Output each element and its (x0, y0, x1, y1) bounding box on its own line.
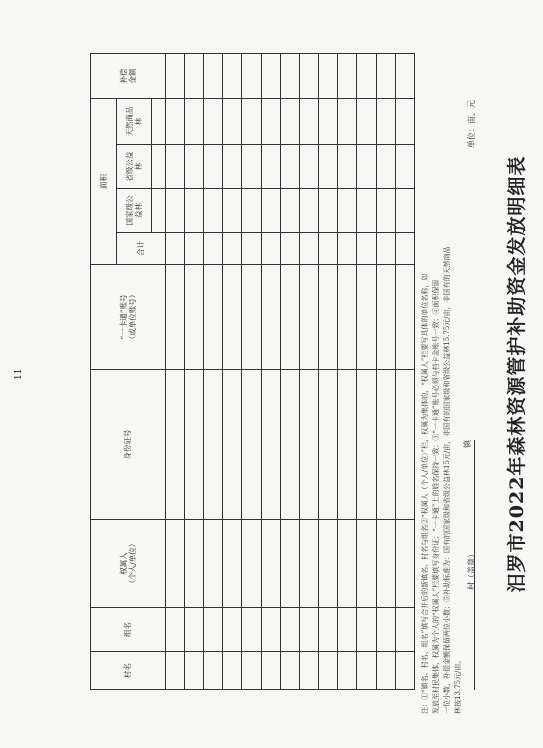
table-cell (165, 520, 184, 608)
table-cell (280, 520, 299, 608)
table-cell (261, 189, 280, 233)
table-cell (376, 652, 395, 690)
table-cell (280, 145, 299, 189)
table-cell (204, 99, 223, 145)
table-cell (223, 145, 242, 189)
table-cell (204, 608, 223, 652)
table-cell (376, 265, 395, 370)
table-cell (184, 265, 203, 370)
table-cell (242, 233, 261, 265)
table-cell (280, 608, 299, 652)
table-cell (357, 233, 376, 265)
table-cell (299, 189, 318, 233)
header-natural-line1: 天然商品 (124, 106, 134, 137)
table-cell (280, 265, 299, 370)
table-cell (395, 99, 414, 145)
table-cell (223, 233, 242, 265)
table-cell (242, 54, 261, 99)
table-cell (204, 233, 223, 265)
table-cell (357, 99, 376, 145)
table-cell (184, 99, 203, 145)
table-cell (319, 233, 338, 265)
table-cell (299, 608, 318, 652)
table-cell (376, 233, 395, 265)
table-cell (395, 233, 414, 265)
table-cell (184, 608, 203, 652)
table-row (242, 54, 261, 690)
table-cell (376, 520, 395, 608)
table-row (338, 54, 357, 690)
table-cell (299, 520, 318, 608)
header-national-line2: 益林 (133, 203, 143, 218)
table-row (223, 54, 242, 690)
table-cell (165, 370, 184, 520)
table-cell (395, 54, 414, 99)
table-row (319, 54, 338, 690)
table-cell (165, 608, 184, 652)
table-cell (395, 608, 414, 652)
header-subsidy-line1: 补偿 (118, 68, 128, 84)
table-cell (319, 145, 338, 189)
table-cell (376, 145, 395, 189)
table-cell (242, 652, 261, 690)
table-cell (184, 189, 203, 233)
table-cell (319, 370, 338, 520)
village-stamp-label: 村（盖章） (467, 550, 476, 590)
table-cell (165, 189, 184, 233)
table-row (299, 54, 318, 690)
table-cell (299, 54, 318, 99)
table-cell (357, 54, 376, 99)
header-national-line1: 国家级公 (124, 195, 134, 226)
header-subsidy (91, 54, 166, 99)
table-row (280, 54, 299, 690)
header-natural-forest (117, 99, 151, 145)
header-owner-line1: 权属人 (118, 552, 128, 575)
table-cell (299, 145, 318, 189)
table-cell (338, 265, 357, 370)
table-cell (338, 54, 357, 99)
header-account-line2: （或单位账号） (127, 290, 137, 344)
table-cell (357, 652, 376, 690)
table-cell (319, 520, 338, 608)
table-cell (357, 608, 376, 652)
table-cell (395, 189, 414, 233)
table-row (395, 54, 414, 690)
table-cell (357, 370, 376, 520)
table-cell (165, 99, 184, 145)
header-owner (91, 520, 166, 608)
table-cell (299, 370, 318, 520)
table-row (204, 54, 223, 690)
table-cell (204, 145, 223, 189)
notes (420, 34, 463, 714)
table-cell (184, 233, 203, 265)
table-cell (223, 652, 242, 690)
note-line: 注：①“镇名、村名、组名”填写合并后的新镇名、村名与组名②“权属人（个人/单位）”栏，权属为集体的，“权属人”栏要写具体的单位名称，如 (421, 273, 429, 714)
header-account (91, 265, 166, 370)
table-cell (242, 520, 261, 608)
table-cell (204, 652, 223, 690)
table-cell (376, 608, 395, 652)
table-cell (261, 608, 280, 652)
header-area: 面积 (91, 99, 117, 265)
table-cell (223, 54, 242, 99)
table-cell (204, 189, 223, 233)
table-cell (376, 54, 395, 99)
table-cell (165, 652, 184, 690)
table-cell (223, 520, 242, 608)
table-cell (242, 370, 261, 520)
header-account-line1: “一卡通”账号 (118, 294, 128, 340)
table-cell (357, 189, 376, 233)
table-cell (261, 233, 280, 265)
table-cell (223, 265, 242, 370)
table-cell (338, 99, 357, 145)
subheader-blank (151, 145, 165, 189)
table-cell (204, 54, 223, 99)
note-line: 林按13.75元/亩。 (453, 656, 462, 714)
table-cell (165, 54, 184, 99)
table-row (165, 54, 184, 690)
table-cell (376, 370, 395, 520)
table-cell (338, 145, 357, 189)
table-cell (242, 265, 261, 370)
header-group: 组名 (91, 608, 166, 652)
table-cell (242, 99, 261, 145)
table-cell (280, 189, 299, 233)
table-row (376, 54, 395, 690)
table-cell (280, 54, 299, 99)
subheader-blank (151, 189, 165, 233)
table-cell (319, 265, 338, 370)
note-line: 发放至村民集体，权属为个人的“权属人”栏要填写身份证；“一卡通”上的姓名保持一致；③“一卡通”账号必须与档卡金账号一致；④面积保留 (431, 279, 440, 714)
table-cell (395, 145, 414, 189)
table-cell (261, 54, 280, 99)
table-cell (319, 54, 338, 99)
page-number: 11 (14, 368, 24, 380)
table-cell (242, 189, 261, 233)
table-cell (357, 265, 376, 370)
table-cell (223, 99, 242, 145)
table-cell (242, 145, 261, 189)
table-cell (223, 608, 242, 652)
header-provincial-line1: 省级公益 (124, 151, 134, 182)
table-cell (338, 370, 357, 520)
table-cell (395, 652, 414, 690)
table-cell (338, 652, 357, 690)
header-id-number: 身份证号 (91, 370, 166, 520)
table-cell (184, 652, 203, 690)
table-cell (376, 189, 395, 233)
table-cell (184, 520, 203, 608)
table-cell (204, 520, 223, 608)
table-cell (299, 233, 318, 265)
table-cell (357, 145, 376, 189)
table-row (357, 54, 376, 690)
table-cell (165, 145, 184, 189)
table-cell (184, 370, 203, 520)
unit-label: 单位：亩、元 (467, 100, 476, 148)
header-national-forest (117, 189, 151, 233)
table-cell (204, 265, 223, 370)
table-cell (280, 233, 299, 265)
header-total: 合计 (117, 233, 165, 265)
table-cell (261, 652, 280, 690)
table-row (261, 54, 280, 690)
fill-in-line (474, 440, 475, 690)
table-cell (338, 608, 357, 652)
table-cell (338, 233, 357, 265)
table-cell (280, 652, 299, 690)
table-cell (165, 265, 184, 370)
table-cell (376, 99, 395, 145)
table-cell (299, 652, 318, 690)
table-cell (223, 189, 242, 233)
table-body (165, 54, 414, 690)
table-cell (261, 520, 280, 608)
header-owner-line2: （个人/单位） (127, 539, 137, 588)
table-cell (184, 145, 203, 189)
header-provincial-forest (117, 145, 151, 189)
table-cell (338, 520, 357, 608)
table-cell (338, 189, 357, 233)
table-cell (242, 608, 261, 652)
table-row (184, 54, 203, 690)
table-cell (395, 520, 414, 608)
table-cell (261, 99, 280, 145)
table-cell (184, 54, 203, 99)
table-cell (223, 370, 242, 520)
table-cell (319, 99, 338, 145)
table-cell (280, 370, 299, 520)
table-cell (395, 265, 414, 370)
subsidy-table (90, 53, 415, 690)
header-subsidy-line2: 金额 (127, 68, 137, 84)
table-cell (165, 233, 184, 265)
table-cell (319, 652, 338, 690)
table-cell (299, 99, 318, 145)
header-village: 村名 (91, 652, 166, 690)
table-cell (261, 265, 280, 370)
note-line: 一位小数，补偿金额保留两位小数；⑤补助标准为：国有的国家级和省级公益林15元/亩，非国有的国家级和省级公益林15.75元/亩，非国有的天然商品 (442, 246, 451, 714)
document-title: 汨罗市2022年森林资源管护补助资金发放明细表 (506, 155, 528, 593)
table-cell (261, 145, 280, 189)
table-cell (395, 370, 414, 520)
header-provincial-line2: 林 (133, 162, 143, 171)
table-cell (261, 370, 280, 520)
header-natural-line2: 林 (133, 117, 143, 126)
town-label: 镇 (463, 440, 472, 448)
table-cell (280, 99, 299, 145)
table-cell (204, 370, 223, 520)
table-cell (319, 608, 338, 652)
table-cell (319, 189, 338, 233)
table-cell (357, 520, 376, 608)
table-cell (299, 265, 318, 370)
subheader-blank (151, 99, 165, 145)
